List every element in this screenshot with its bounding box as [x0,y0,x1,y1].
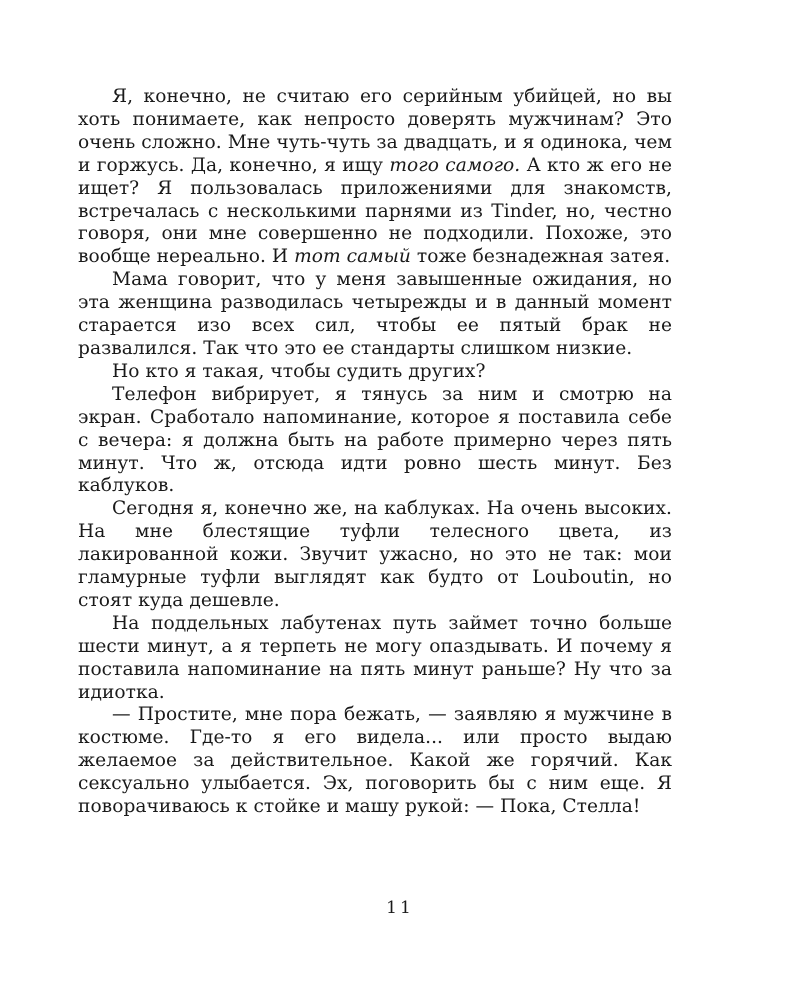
paragraph-1 [78,86,672,269]
paragraph-1-italic-2: тот самый [294,246,411,268]
paragraph-5 [78,498,672,613]
paragraph-5-text: Сегодня я, конечно же, на каблуках. На очень высоких. На мне блестящие туфли телесного цвета, из лакированной кожи. Звучит ужасно, но это не так: мои гламурные туфли выглядят как будто от Louboutin, но стоят куда дешевле. [78,498,672,611]
paragraph-1-italic-1: того самого. [389,154,521,176]
paragraph-3 [78,361,672,384]
paragraph-1-text-1: Я, конечно, не считаю его серийным убийцей, но вы хоть понимаете, как непросто доверять мужчинам? Это очень сложно. Мне чуть-чуть за двадцать, и я одинока, чем и горжусь. Да, конечно, я ищу [78,86,672,176]
paragraph-6 [78,613,672,705]
page-body [78,86,672,819]
page-number: 11 [386,898,414,918]
paragraph-2-text: Мама говорит, что у меня завышенные ожидания, но эта женщина разводилась четырежды и в данный момент старается изо всех сил, чтобы ее пятый брак не развалился. Так что это ее стандарты слишком низкие. [78,269,672,359]
paragraph-4 [78,384,672,499]
paragraph-1-text-3: тоже безнадежная затея. [410,246,671,268]
paragraph-3-text: Но кто я такая, чтобы судить других? [112,360,486,382]
paragraph-7 [78,704,672,819]
paragraph-6-text: На поддельных лабутенах путь займет точно больше шести минут, а я терпеть не могу опаздывать. И почему я поставила напоминание на пять минут раньше? Ну что за идиотка. [78,612,672,703]
paragraph-1-text-2: А кто ж его не ищет? Я пользовалась приложениями для знакомств, встречалась с несколькими парнями из Tinder, но, честно говоря, они мне совершенно не подходили. Похоже, это вообще нереально. И [78,154,672,268]
paragraph-2 [78,269,672,361]
paragraph-4-text: Телефон вибрирует, я тянусь за ним и смотрю на экран. Сработало напоминание, которое я поставила себе с вечера: я должна быть на работе примерно через пять минут. Что ж, отсюда идти ровно шесть минут. Без каблуков. [78,383,672,497]
paragraph-7-text: — Простите, мне пора бежать, — заявляю я мужчине в костюме. Где-то я его видела... или просто выдаю желаемое за действительное. Какой же горячий. Как сексуально улыбается. Эх, поговорить бы с ним еще. Я поворачиваюсь к стойке и машу рукой: — Пока, Стелла! [78,704,672,818]
